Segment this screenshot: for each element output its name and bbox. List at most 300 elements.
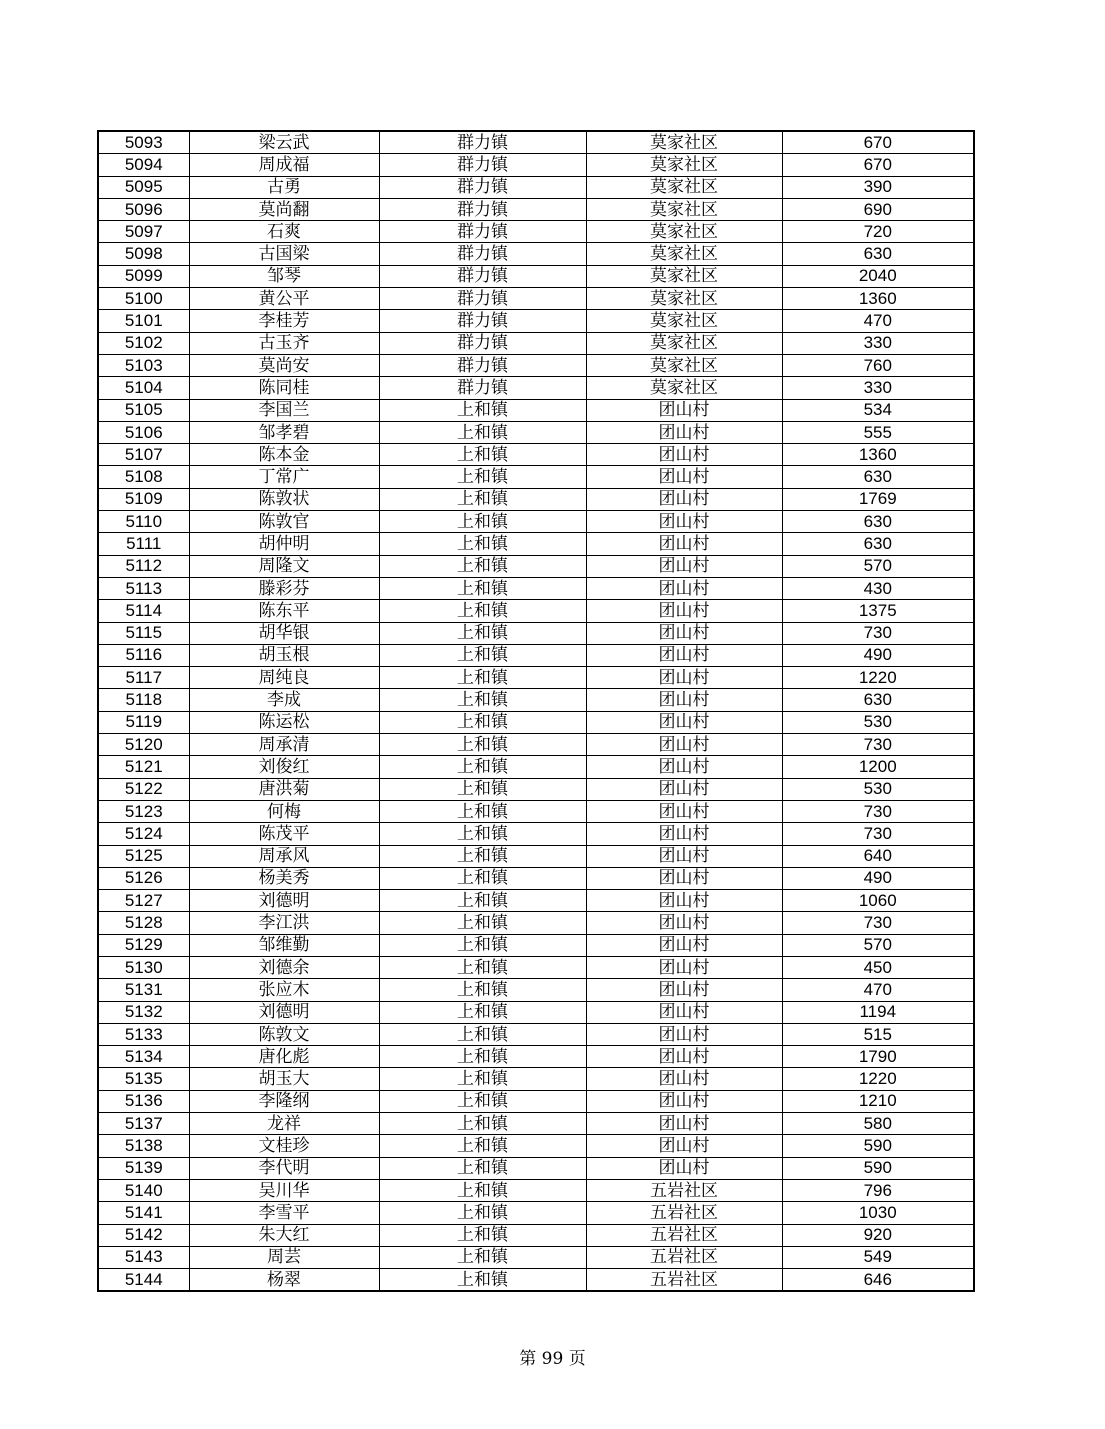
town-cell: 上和镇: [379, 1113, 586, 1135]
person-name-cell: 胡华银: [189, 622, 379, 644]
table-row: [98, 533, 974, 555]
person-name-cell: 邹琴: [189, 265, 379, 287]
town-cell: 群力镇: [379, 354, 586, 376]
amount-cell: 730: [782, 823, 974, 845]
person-name-cell: 胡玉大: [189, 1068, 379, 1090]
amount-cell: 730: [782, 800, 974, 822]
town-cell: 群力镇: [379, 332, 586, 354]
roster-table-body: [98, 131, 974, 1291]
serial-number-cell: 5102: [98, 332, 189, 354]
person-name-cell: 古国梁: [189, 243, 379, 265]
serial-number-cell: 5104: [98, 377, 189, 399]
village-cell: 团山村: [586, 1046, 782, 1068]
village-cell: 莫家社区: [586, 288, 782, 310]
amount-cell: 390: [782, 176, 974, 198]
table-row: [98, 332, 974, 354]
village-cell: 团山村: [586, 622, 782, 644]
village-cell: 团山村: [586, 600, 782, 622]
amount-cell: 670: [782, 131, 974, 154]
person-name-cell: 陈运松: [189, 711, 379, 733]
serial-number-cell: 5106: [98, 421, 189, 443]
village-cell: 团山村: [586, 667, 782, 689]
village-cell: 团山村: [586, 644, 782, 666]
town-cell: 群力镇: [379, 243, 586, 265]
town-cell: 上和镇: [379, 600, 586, 622]
table-row: [98, 622, 974, 644]
amount-cell: 330: [782, 377, 974, 399]
person-name-cell: 古勇: [189, 176, 379, 198]
town-cell: 上和镇: [379, 711, 586, 733]
town-cell: 上和镇: [379, 1224, 586, 1246]
page-number: 第 99 页: [519, 1349, 586, 1369]
person-name-cell: 杨翠: [189, 1269, 379, 1292]
person-name-cell: 龙祥: [189, 1113, 379, 1135]
amount-cell: 555: [782, 421, 974, 443]
town-cell: 上和镇: [379, 867, 586, 889]
village-cell: 团山村: [586, 577, 782, 599]
amount-cell: 690: [782, 198, 974, 220]
village-cell: 团山村: [586, 1023, 782, 1045]
person-name-cell: 邹维勤: [189, 934, 379, 956]
village-cell: 团山村: [586, 778, 782, 800]
village-cell: 团山村: [586, 421, 782, 443]
town-cell: 上和镇: [379, 934, 586, 956]
serial-number-cell: 5111: [98, 533, 189, 555]
serial-number-cell: 5141: [98, 1202, 189, 1224]
serial-number-cell: 5135: [98, 1068, 189, 1090]
person-name-cell: 黄公平: [189, 288, 379, 310]
amount-cell: 530: [782, 778, 974, 800]
person-name-cell: 文桂珍: [189, 1135, 379, 1157]
village-cell: 团山村: [586, 399, 782, 421]
person-name-cell: 陈本金: [189, 444, 379, 466]
table-row: [98, 1046, 974, 1068]
serial-number-cell: 5097: [98, 221, 189, 243]
amount-cell: 630: [782, 689, 974, 711]
amount-cell: 590: [782, 1157, 974, 1179]
village-cell: 团山村: [586, 912, 782, 934]
person-name-cell: 唐洪菊: [189, 778, 379, 800]
village-cell: 团山村: [586, 1068, 782, 1090]
serial-number-cell: 5128: [98, 912, 189, 934]
town-cell: 上和镇: [379, 890, 586, 912]
table-row: [98, 176, 974, 198]
amount-cell: 640: [782, 845, 974, 867]
table-row: [98, 823, 974, 845]
table-row: [98, 1202, 974, 1224]
village-cell: 五岩社区: [586, 1246, 782, 1268]
person-name-cell: 莫尚翻: [189, 198, 379, 220]
serial-number-cell: 5095: [98, 176, 189, 198]
town-cell: 群力镇: [379, 288, 586, 310]
town-cell: 群力镇: [379, 176, 586, 198]
person-name-cell: 滕彩芬: [189, 577, 379, 599]
person-name-cell: 周承风: [189, 845, 379, 867]
table-row: [98, 1090, 974, 1112]
town-cell: 群力镇: [379, 221, 586, 243]
serial-number-cell: 5110: [98, 511, 189, 533]
serial-number-cell: 5132: [98, 1001, 189, 1023]
village-cell: 团山村: [586, 444, 782, 466]
table-row: [98, 555, 974, 577]
table-row: [98, 577, 974, 599]
town-cell: 上和镇: [379, 800, 586, 822]
amount-cell: 630: [782, 243, 974, 265]
village-cell: 五岩社区: [586, 1269, 782, 1292]
amount-cell: 534: [782, 399, 974, 421]
table-row: [98, 845, 974, 867]
town-cell: 上和镇: [379, 511, 586, 533]
table-row: [98, 288, 974, 310]
table-row: [98, 198, 974, 220]
amount-cell: 670: [782, 154, 974, 176]
table-row: [98, 1179, 974, 1201]
table-row: [98, 1068, 974, 1090]
village-cell: 团山村: [586, 533, 782, 555]
person-name-cell: 周隆文: [189, 555, 379, 577]
table-row: [98, 800, 974, 822]
person-name-cell: 杨美秀: [189, 867, 379, 889]
table-row: [98, 1157, 974, 1179]
table-row: [98, 444, 974, 466]
village-cell: 团山村: [586, 1113, 782, 1135]
person-name-cell: 丁常广: [189, 466, 379, 488]
serial-number-cell: 5099: [98, 265, 189, 287]
amount-cell: 1360: [782, 288, 974, 310]
amount-cell: 1030: [782, 1202, 974, 1224]
village-cell: 五岩社区: [586, 1224, 782, 1246]
serial-number-cell: 5107: [98, 444, 189, 466]
amount-cell: 470: [782, 310, 974, 332]
amount-cell: 1375: [782, 600, 974, 622]
town-cell: 上和镇: [379, 533, 586, 555]
amount-cell: 730: [782, 734, 974, 756]
town-cell: 上和镇: [379, 1269, 586, 1292]
amount-cell: 1769: [782, 488, 974, 510]
person-name-cell: 刘德明: [189, 890, 379, 912]
serial-number-cell: 5119: [98, 711, 189, 733]
amount-cell: 450: [782, 956, 974, 978]
serial-number-cell: 5093: [98, 131, 189, 154]
table-row: [98, 711, 974, 733]
town-cell: 群力镇: [379, 377, 586, 399]
village-cell: 莫家社区: [586, 265, 782, 287]
serial-number-cell: 5109: [98, 488, 189, 510]
serial-number-cell: 5131: [98, 979, 189, 1001]
village-cell: 团山村: [586, 845, 782, 867]
person-name-cell: 陈茂平: [189, 823, 379, 845]
amount-cell: 630: [782, 533, 974, 555]
table-row: [98, 265, 974, 287]
village-cell: 团山村: [586, 823, 782, 845]
serial-number-cell: 5129: [98, 934, 189, 956]
village-cell: 团山村: [586, 867, 782, 889]
village-cell: 团山村: [586, 934, 782, 956]
person-name-cell: 胡仲明: [189, 533, 379, 555]
serial-number-cell: 5112: [98, 555, 189, 577]
amount-cell: 515: [782, 1023, 974, 1045]
serial-number-cell: 5123: [98, 800, 189, 822]
person-name-cell: 石爽: [189, 221, 379, 243]
amount-cell: 1220: [782, 667, 974, 689]
town-cell: 上和镇: [379, 399, 586, 421]
amount-cell: 590: [782, 1135, 974, 1157]
town-cell: 上和镇: [379, 912, 586, 934]
amount-cell: 330: [782, 332, 974, 354]
town-cell: 上和镇: [379, 956, 586, 978]
town-cell: 上和镇: [379, 1202, 586, 1224]
serial-number-cell: 5118: [98, 689, 189, 711]
serial-number-cell: 5134: [98, 1046, 189, 1068]
person-name-cell: 刘德余: [189, 956, 379, 978]
village-cell: 莫家社区: [586, 332, 782, 354]
table-row: [98, 1001, 974, 1023]
amount-cell: 570: [782, 934, 974, 956]
person-name-cell: 周承清: [189, 734, 379, 756]
serial-number-cell: 5142: [98, 1224, 189, 1246]
person-name-cell: 周成福: [189, 154, 379, 176]
town-cell: 上和镇: [379, 466, 586, 488]
town-cell: 上和镇: [379, 756, 586, 778]
table-row: [98, 488, 974, 510]
village-cell: 莫家社区: [586, 198, 782, 220]
serial-number-cell: 5140: [98, 1179, 189, 1201]
town-cell: 上和镇: [379, 979, 586, 1001]
table-row: [98, 1135, 974, 1157]
serial-number-cell: 5138: [98, 1135, 189, 1157]
serial-number-cell: 5101: [98, 310, 189, 332]
table-row: [98, 890, 974, 912]
table-row: [98, 1246, 974, 1268]
village-cell: 团山村: [586, 890, 782, 912]
amount-cell: 920: [782, 1224, 974, 1246]
village-cell: 莫家社区: [586, 221, 782, 243]
table-row: [98, 756, 974, 778]
village-cell: 团山村: [586, 979, 782, 1001]
amount-cell: 430: [782, 577, 974, 599]
town-cell: 上和镇: [379, 555, 586, 577]
serial-number-cell: 5130: [98, 956, 189, 978]
table-row: [98, 310, 974, 332]
amount-cell: 730: [782, 912, 974, 934]
village-cell: 团山村: [586, 1135, 782, 1157]
town-cell: 群力镇: [379, 265, 586, 287]
town-cell: 上和镇: [379, 1179, 586, 1201]
amount-cell: 580: [782, 1113, 974, 1135]
table-row: [98, 600, 974, 622]
town-cell: 群力镇: [379, 310, 586, 332]
table-row: [98, 667, 974, 689]
person-name-cell: 梁云武: [189, 131, 379, 154]
village-cell: 团山村: [586, 800, 782, 822]
person-name-cell: 李桂芳: [189, 310, 379, 332]
person-name-cell: 张应木: [189, 979, 379, 1001]
serial-number-cell: 5122: [98, 778, 189, 800]
town-cell: 上和镇: [379, 778, 586, 800]
village-cell: 团山村: [586, 488, 782, 510]
table-row: [98, 644, 974, 666]
table-row: [98, 511, 974, 533]
village-cell: 团山村: [586, 711, 782, 733]
table-row: [98, 912, 974, 934]
amount-cell: 1194: [782, 1001, 974, 1023]
serial-number-cell: 5139: [98, 1157, 189, 1179]
serial-number-cell: 5120: [98, 734, 189, 756]
village-cell: 团山村: [586, 1090, 782, 1112]
village-cell: 莫家社区: [586, 354, 782, 376]
serial-number-cell: 5116: [98, 644, 189, 666]
town-cell: 上和镇: [379, 421, 586, 443]
person-name-cell: 李成: [189, 689, 379, 711]
amount-cell: 1210: [782, 1090, 974, 1112]
village-cell: 团山村: [586, 734, 782, 756]
town-cell: 上和镇: [379, 488, 586, 510]
town-cell: 上和镇: [379, 1001, 586, 1023]
town-cell: 上和镇: [379, 577, 586, 599]
village-cell: 团山村: [586, 1001, 782, 1023]
person-name-cell: 莫尚安: [189, 354, 379, 376]
serial-number-cell: 5094: [98, 154, 189, 176]
town-cell: 上和镇: [379, 734, 586, 756]
serial-number-cell: 5115: [98, 622, 189, 644]
village-cell: 团山村: [586, 466, 782, 488]
serial-number-cell: 5113: [98, 577, 189, 599]
amount-cell: 630: [782, 511, 974, 533]
serial-number-cell: 5100: [98, 288, 189, 310]
serial-number-cell: 5105: [98, 399, 189, 421]
person-name-cell: 刘德明: [189, 1001, 379, 1023]
table-row: [98, 131, 974, 154]
person-name-cell: 朱大红: [189, 1224, 379, 1246]
amount-cell: 2040: [782, 265, 974, 287]
serial-number-cell: 5108: [98, 466, 189, 488]
serial-number-cell: 5126: [98, 867, 189, 889]
village-cell: 团山村: [586, 689, 782, 711]
person-name-cell: 陈同桂: [189, 377, 379, 399]
village-cell: 团山村: [586, 555, 782, 577]
amount-cell: 1790: [782, 1046, 974, 1068]
town-cell: 上和镇: [379, 1023, 586, 1045]
person-name-cell: 陈东平: [189, 600, 379, 622]
person-name-cell: 邹孝碧: [189, 421, 379, 443]
table-row: [98, 1224, 974, 1246]
serial-number-cell: 5137: [98, 1113, 189, 1135]
town-cell: 上和镇: [379, 845, 586, 867]
roster-table: [97, 130, 975, 1292]
person-name-cell: 古玉齐: [189, 332, 379, 354]
village-cell: 莫家社区: [586, 176, 782, 198]
amount-cell: 630: [782, 466, 974, 488]
person-name-cell: 李隆纲: [189, 1090, 379, 1112]
amount-cell: 570: [782, 555, 974, 577]
table-row: [98, 421, 974, 443]
town-cell: 群力镇: [379, 131, 586, 154]
table-row: [98, 354, 974, 376]
serial-number-cell: 5127: [98, 890, 189, 912]
serial-number-cell: 5144: [98, 1269, 189, 1292]
village-cell: 五岩社区: [586, 1179, 782, 1201]
serial-number-cell: 5133: [98, 1023, 189, 1045]
person-name-cell: 陈敦文: [189, 1023, 379, 1045]
amount-cell: 470: [782, 979, 974, 1001]
town-cell: 上和镇: [379, 1090, 586, 1112]
table-row: [98, 243, 974, 265]
table-row: [98, 221, 974, 243]
amount-cell: 1200: [782, 756, 974, 778]
table-row: [98, 778, 974, 800]
town-cell: 上和镇: [379, 644, 586, 666]
table-row: [98, 399, 974, 421]
amount-cell: 760: [782, 354, 974, 376]
person-name-cell: 李国兰: [189, 399, 379, 421]
amount-cell: 796: [782, 1179, 974, 1201]
person-name-cell: 陈敦官: [189, 511, 379, 533]
village-cell: 莫家社区: [586, 131, 782, 154]
village-cell: 团山村: [586, 756, 782, 778]
town-cell: 上和镇: [379, 689, 586, 711]
serial-number-cell: 5136: [98, 1090, 189, 1112]
table-row: [98, 934, 974, 956]
table-row: [98, 1113, 974, 1135]
person-name-cell: 李江洪: [189, 912, 379, 934]
person-name-cell: 刘俊红: [189, 756, 379, 778]
table-row: [98, 956, 974, 978]
village-cell: 团山村: [586, 1157, 782, 1179]
village-cell: 团山村: [586, 511, 782, 533]
amount-cell: 720: [782, 221, 974, 243]
village-cell: 莫家社区: [586, 377, 782, 399]
amount-cell: 730: [782, 622, 974, 644]
village-cell: 莫家社区: [586, 310, 782, 332]
serial-number-cell: 5096: [98, 198, 189, 220]
town-cell: 群力镇: [379, 154, 586, 176]
serial-number-cell: 5125: [98, 845, 189, 867]
person-name-cell: 周纯良: [189, 667, 379, 689]
town-cell: 上和镇: [379, 1135, 586, 1157]
table-row: [98, 466, 974, 488]
person-name-cell: 唐化彪: [189, 1046, 379, 1068]
amount-cell: 549: [782, 1246, 974, 1268]
town-cell: 上和镇: [379, 667, 586, 689]
amount-cell: 490: [782, 644, 974, 666]
amount-cell: 1060: [782, 890, 974, 912]
table-row: [98, 689, 974, 711]
person-name-cell: 吴川华: [189, 1179, 379, 1201]
village-cell: 五岩社区: [586, 1202, 782, 1224]
amount-cell: 490: [782, 867, 974, 889]
table-row: [98, 979, 974, 1001]
table-row: [98, 734, 974, 756]
town-cell: 群力镇: [379, 198, 586, 220]
person-name-cell: 李代明: [189, 1157, 379, 1179]
person-name-cell: 何梅: [189, 800, 379, 822]
serial-number-cell: 5117: [98, 667, 189, 689]
table-row: [98, 154, 974, 176]
person-name-cell: 胡玉根: [189, 644, 379, 666]
serial-number-cell: 5098: [98, 243, 189, 265]
table-row: [98, 867, 974, 889]
amount-cell: 1360: [782, 444, 974, 466]
table-row: [98, 377, 974, 399]
person-name-cell: 周芸: [189, 1246, 379, 1268]
village-cell: 团山村: [586, 956, 782, 978]
town-cell: 上和镇: [379, 1068, 586, 1090]
village-cell: 莫家社区: [586, 243, 782, 265]
table-row: [98, 1269, 974, 1292]
town-cell: 上和镇: [379, 444, 586, 466]
town-cell: 上和镇: [379, 823, 586, 845]
town-cell: 上和镇: [379, 1246, 586, 1268]
